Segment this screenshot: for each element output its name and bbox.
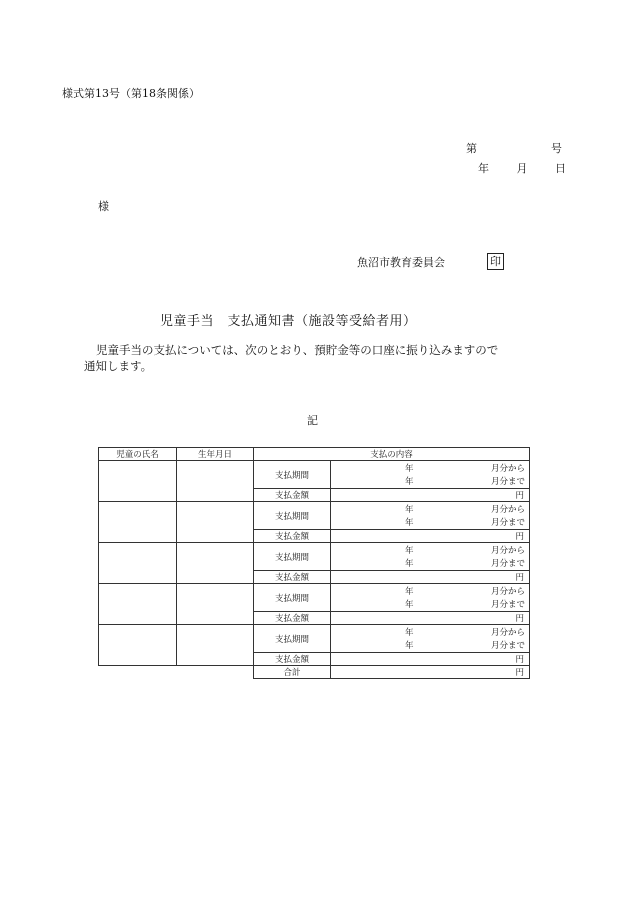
total-row [99, 666, 530, 679]
date-day: 日 [555, 162, 566, 175]
amount-label: 支払金額 [254, 612, 331, 625]
table-row [99, 461, 530, 489]
period-cell [331, 543, 530, 571]
period-from-year: 年 [405, 628, 414, 638]
issuer-name: 魚沼市教育委員会 [357, 256, 445, 269]
total-spacer [99, 666, 177, 679]
period-cell [331, 625, 530, 653]
table-row [99, 502, 530, 530]
amount-label: 支払金額 [254, 530, 331, 543]
period-to-month: 月分まで [490, 600, 525, 610]
child-name-cell [99, 461, 177, 502]
date-year: 年 [478, 162, 489, 175]
period-cell [331, 502, 530, 530]
total-spacer [177, 666, 254, 679]
amount-cell: 円 [331, 653, 530, 666]
period-to-month: 月分まで [490, 518, 525, 528]
birthdate-cell [177, 543, 254, 584]
amount-cell: 円 [331, 571, 530, 584]
amount-cell: 円 [331, 612, 530, 625]
period-cell [331, 584, 530, 612]
period-from-year: 年 [405, 546, 414, 556]
period-to-year: 年 [405, 600, 414, 610]
period-from-month: 月分から [490, 587, 525, 597]
addressee-suffix: 様 [98, 200, 109, 213]
payment-table [98, 447, 530, 679]
header-birthdate: 生年月日 [177, 448, 254, 461]
amount-label: 支払金額 [254, 653, 331, 666]
ki-heading: 記 [307, 414, 318, 427]
table-header-row [99, 448, 530, 461]
seal-mark: 印 [487, 253, 504, 270]
period-from-year: 年 [405, 587, 414, 597]
period-label: 支払期間 [254, 461, 331, 489]
period-to-year: 年 [405, 641, 414, 651]
body-text: 児童手当の支払については、次のとおり、預貯金等の口座に振り込みますので通知します。 [84, 343, 499, 373]
period-label: 支払期間 [254, 625, 331, 653]
child-name-cell [99, 502, 177, 543]
table-row [99, 625, 530, 653]
period-label: 支払期間 [254, 502, 331, 530]
period-from-year: 年 [405, 505, 414, 515]
document-number [466, 140, 566, 156]
table-row [99, 584, 530, 612]
period-from-month: 月分から [490, 628, 525, 638]
child-name-cell [99, 584, 177, 625]
form-number: 様式第13号（第18条関係） [62, 87, 200, 100]
total-amount-cell: 円 [331, 666, 530, 679]
issue-date [478, 160, 566, 176]
birthdate-cell [177, 625, 254, 666]
table-row [99, 543, 530, 571]
body-paragraph [84, 342, 504, 374]
period-from-month: 月分から [490, 546, 525, 556]
doc-number-prefix: 第 [466, 142, 477, 155]
child-name-cell [99, 625, 177, 666]
total-label: 合計 [254, 666, 331, 679]
period-to-month: 月分まで [490, 641, 525, 651]
birthdate-cell [177, 461, 254, 502]
period-to-year: 年 [405, 559, 414, 569]
period-from-year: 年 [405, 464, 414, 474]
period-label: 支払期間 [254, 584, 331, 612]
birthdate-cell [177, 584, 254, 625]
period-to-month: 月分まで [490, 477, 525, 487]
amount-cell: 円 [331, 489, 530, 502]
date-month: 月 [516, 162, 528, 175]
period-to-month: 月分まで [490, 559, 525, 569]
period-cell [331, 461, 530, 489]
period-from-month: 月分から [490, 464, 525, 474]
amount-cell: 円 [331, 530, 530, 543]
birthdate-cell [177, 502, 254, 543]
child-name-cell [99, 543, 177, 584]
period-to-year: 年 [405, 518, 414, 528]
period-label: 支払期間 [254, 543, 331, 571]
period-from-month: 月分から [490, 505, 525, 515]
header-payment-details: 支払の内容 [254, 448, 530, 461]
period-to-year: 年 [405, 477, 414, 487]
header-child-name: 児童の氏名 [99, 448, 177, 461]
document-title: 児童手当 支払通知書（施設等受給者用） [160, 314, 417, 329]
doc-number-suffix: 号 [551, 142, 562, 155]
amount-label: 支払金額 [254, 489, 331, 502]
amount-label: 支払金額 [254, 571, 331, 584]
